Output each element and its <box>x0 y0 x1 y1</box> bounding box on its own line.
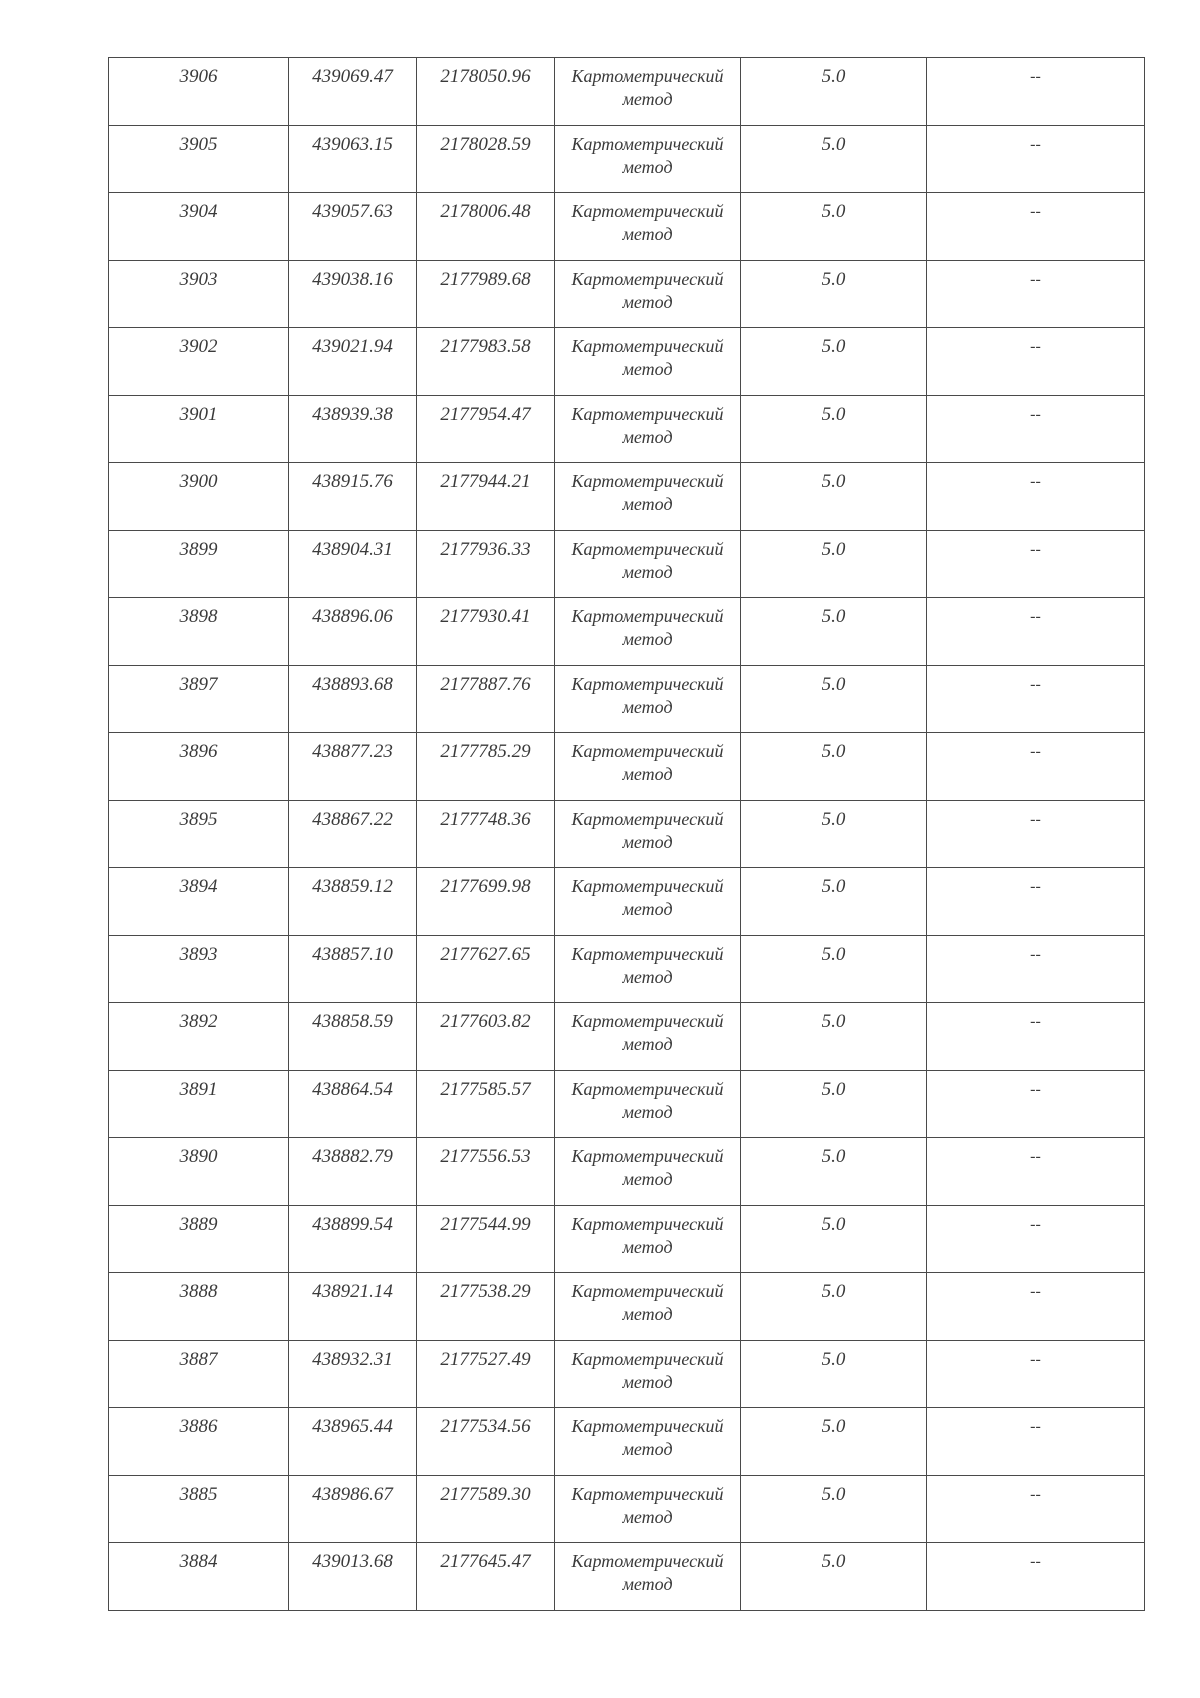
coordinate-y-cell: 2177936.33 <box>417 530 555 598</box>
method-cell: Картометрический метод <box>555 665 741 733</box>
note-cell: -- <box>927 1408 1145 1476</box>
note-cell: -- <box>927 1340 1145 1408</box>
accuracy-cell: 5.0 <box>741 260 927 328</box>
point-number-cell: 3890 <box>109 1138 289 1206</box>
coordinate-y-cell: 2177748.36 <box>417 800 555 868</box>
coordinate-y-cell: 2177556.53 <box>417 1138 555 1206</box>
accuracy-cell: 5.0 <box>741 530 927 598</box>
accuracy-cell: 5.0 <box>741 193 927 261</box>
coordinate-y-cell: 2178028.59 <box>417 125 555 193</box>
method-cell: Картометрический метод <box>555 328 741 396</box>
coordinate-x-cell: 438915.76 <box>289 463 417 531</box>
note-cell: -- <box>927 1273 1145 1341</box>
coordinate-y-cell: 2177944.21 <box>417 463 555 531</box>
method-cell: Картометрический метод <box>555 1205 741 1273</box>
accuracy-cell: 5.0 <box>741 1205 927 1273</box>
method-cell: Картометрический метод <box>555 935 741 1003</box>
method-cell: Картометрический метод <box>555 1070 741 1138</box>
accuracy-cell: 5.0 <box>741 1273 927 1341</box>
accuracy-cell: 5.0 <box>741 328 927 396</box>
accuracy-cell: 5.0 <box>741 1543 927 1611</box>
method-cell: Картометрический метод <box>555 1340 741 1408</box>
coordinate-x-cell: 438899.54 <box>289 1205 417 1273</box>
coordinate-y-cell: 2177544.99 <box>417 1205 555 1273</box>
coordinate-x-cell: 439063.15 <box>289 125 417 193</box>
coordinates-table <box>108 57 1145 1611</box>
table-row <box>109 395 1145 463</box>
coordinate-y-cell: 2177585.57 <box>417 1070 555 1138</box>
coordinate-x-cell: 438893.68 <box>289 665 417 733</box>
point-number-cell: 3898 <box>109 598 289 666</box>
method-cell: Картометрический метод <box>555 530 741 598</box>
note-cell: -- <box>927 598 1145 666</box>
accuracy-cell: 5.0 <box>741 1138 927 1206</box>
table-row <box>109 1408 1145 1476</box>
coordinate-x-cell: 438858.59 <box>289 1003 417 1071</box>
method-cell: Картометрический метод <box>555 260 741 328</box>
accuracy-cell: 5.0 <box>741 733 927 801</box>
coordinate-y-cell: 2177645.47 <box>417 1543 555 1611</box>
table-row <box>109 800 1145 868</box>
table-row <box>109 935 1145 1003</box>
coordinate-x-cell: 438932.31 <box>289 1340 417 1408</box>
note-cell: -- <box>927 868 1145 936</box>
accuracy-cell: 5.0 <box>741 800 927 868</box>
coordinates-table-body <box>109 58 1145 1611</box>
table-row <box>109 58 1145 126</box>
table-row <box>109 1070 1145 1138</box>
note-cell: -- <box>927 935 1145 1003</box>
point-number-cell: 3885 <box>109 1475 289 1543</box>
accuracy-cell: 5.0 <box>741 125 927 193</box>
point-number-cell: 3893 <box>109 935 289 1003</box>
note-cell: -- <box>927 733 1145 801</box>
accuracy-cell: 5.0 <box>741 463 927 531</box>
table-row <box>109 125 1145 193</box>
table-row <box>109 1138 1145 1206</box>
coordinate-y-cell: 2177983.58 <box>417 328 555 396</box>
table-row <box>109 1205 1145 1273</box>
method-cell: Картометрический метод <box>555 58 741 126</box>
coordinate-x-cell: 438896.06 <box>289 598 417 666</box>
method-cell: Картометрический метод <box>555 1408 741 1476</box>
point-number-cell: 3903 <box>109 260 289 328</box>
coordinate-y-cell: 2177527.49 <box>417 1340 555 1408</box>
coordinate-x-cell: 438939.38 <box>289 395 417 463</box>
point-number-cell: 3906 <box>109 58 289 126</box>
note-cell: -- <box>927 463 1145 531</box>
point-number-cell: 3884 <box>109 1543 289 1611</box>
note-cell: -- <box>927 1543 1145 1611</box>
coordinate-x-cell: 438986.67 <box>289 1475 417 1543</box>
point-number-cell: 3886 <box>109 1408 289 1476</box>
accuracy-cell: 5.0 <box>741 868 927 936</box>
method-cell: Картометрический метод <box>555 1003 741 1071</box>
coordinate-x-cell: 438864.54 <box>289 1070 417 1138</box>
method-cell: Картометрический метод <box>555 395 741 463</box>
point-number-cell: 3891 <box>109 1070 289 1138</box>
table-row <box>109 1543 1145 1611</box>
note-cell: -- <box>927 328 1145 396</box>
note-cell: -- <box>927 58 1145 126</box>
coordinate-x-cell: 438965.44 <box>289 1408 417 1476</box>
point-number-cell: 3889 <box>109 1205 289 1273</box>
point-number-cell: 3901 <box>109 395 289 463</box>
note-cell: -- <box>927 1138 1145 1206</box>
point-number-cell: 3899 <box>109 530 289 598</box>
table-row <box>109 260 1145 328</box>
coordinate-x-cell: 439038.16 <box>289 260 417 328</box>
method-cell: Картометрический метод <box>555 598 741 666</box>
coordinate-x-cell: 438882.79 <box>289 1138 417 1206</box>
coordinate-y-cell: 2177930.41 <box>417 598 555 666</box>
table-row <box>109 193 1145 261</box>
note-cell: -- <box>927 665 1145 733</box>
table-row <box>109 463 1145 531</box>
method-cell: Картометрический метод <box>555 463 741 531</box>
note-cell: -- <box>927 1003 1145 1071</box>
accuracy-cell: 5.0 <box>741 665 927 733</box>
coordinate-y-cell: 2177589.30 <box>417 1475 555 1543</box>
coordinate-y-cell: 2177954.47 <box>417 395 555 463</box>
note-cell: -- <box>927 1070 1145 1138</box>
point-number-cell: 3897 <box>109 665 289 733</box>
point-number-cell: 3904 <box>109 193 289 261</box>
accuracy-cell: 5.0 <box>741 598 927 666</box>
table-row <box>109 1003 1145 1071</box>
table-row <box>109 1340 1145 1408</box>
point-number-cell: 3887 <box>109 1340 289 1408</box>
method-cell: Картометрический метод <box>555 733 741 801</box>
table-row <box>109 665 1145 733</box>
accuracy-cell: 5.0 <box>741 935 927 1003</box>
point-number-cell: 3900 <box>109 463 289 531</box>
note-cell: -- <box>927 530 1145 598</box>
accuracy-cell: 5.0 <box>741 1070 927 1138</box>
coordinate-x-cell: 438857.10 <box>289 935 417 1003</box>
method-cell: Картометрический метод <box>555 1273 741 1341</box>
coordinate-x-cell: 438904.31 <box>289 530 417 598</box>
accuracy-cell: 5.0 <box>741 395 927 463</box>
method-cell: Картометрический метод <box>555 868 741 936</box>
method-cell: Картометрический метод <box>555 193 741 261</box>
method-cell: Картометрический метод <box>555 1475 741 1543</box>
point-number-cell: 3895 <box>109 800 289 868</box>
coordinate-x-cell: 438877.23 <box>289 733 417 801</box>
point-number-cell: 3892 <box>109 1003 289 1071</box>
accuracy-cell: 5.0 <box>741 58 927 126</box>
coordinate-x-cell: 438921.14 <box>289 1273 417 1341</box>
accuracy-cell: 5.0 <box>741 1408 927 1476</box>
note-cell: -- <box>927 395 1145 463</box>
coordinate-y-cell: 2177538.29 <box>417 1273 555 1341</box>
coordinate-y-cell: 2177785.29 <box>417 733 555 801</box>
table-row <box>109 530 1145 598</box>
note-cell: -- <box>927 193 1145 261</box>
table-row <box>109 1475 1145 1543</box>
note-cell: -- <box>927 800 1145 868</box>
accuracy-cell: 5.0 <box>741 1340 927 1408</box>
note-cell: -- <box>927 260 1145 328</box>
point-number-cell: 3896 <box>109 733 289 801</box>
method-cell: Картометрический метод <box>555 125 741 193</box>
coordinate-y-cell: 2177699.98 <box>417 868 555 936</box>
coordinate-x-cell: 438867.22 <box>289 800 417 868</box>
coordinate-x-cell: 438859.12 <box>289 868 417 936</box>
accuracy-cell: 5.0 <box>741 1003 927 1071</box>
point-number-cell: 3902 <box>109 328 289 396</box>
method-cell: Картометрический метод <box>555 1138 741 1206</box>
coordinate-y-cell: 2177603.82 <box>417 1003 555 1071</box>
coordinate-y-cell: 2177887.76 <box>417 665 555 733</box>
coordinate-y-cell: 2177627.65 <box>417 935 555 1003</box>
method-cell: Картометрический метод <box>555 1543 741 1611</box>
coordinate-y-cell: 2177989.68 <box>417 260 555 328</box>
method-cell: Картометрический метод <box>555 800 741 868</box>
coordinate-y-cell: 2178050.96 <box>417 58 555 126</box>
point-number-cell: 3905 <box>109 125 289 193</box>
coordinate-x-cell: 439057.63 <box>289 193 417 261</box>
coordinate-x-cell: 439069.47 <box>289 58 417 126</box>
table-row <box>109 868 1145 936</box>
note-cell: -- <box>927 1475 1145 1543</box>
accuracy-cell: 5.0 <box>741 1475 927 1543</box>
table-row <box>109 733 1145 801</box>
coordinate-y-cell: 2177534.56 <box>417 1408 555 1476</box>
note-cell: -- <box>927 125 1145 193</box>
point-number-cell: 3888 <box>109 1273 289 1341</box>
table-row <box>109 598 1145 666</box>
coordinate-y-cell: 2178006.48 <box>417 193 555 261</box>
note-cell: -- <box>927 1205 1145 1273</box>
coordinate-x-cell: 439013.68 <box>289 1543 417 1611</box>
coordinate-x-cell: 439021.94 <box>289 328 417 396</box>
table-row <box>109 328 1145 396</box>
point-number-cell: 3894 <box>109 868 289 936</box>
table-row <box>109 1273 1145 1341</box>
